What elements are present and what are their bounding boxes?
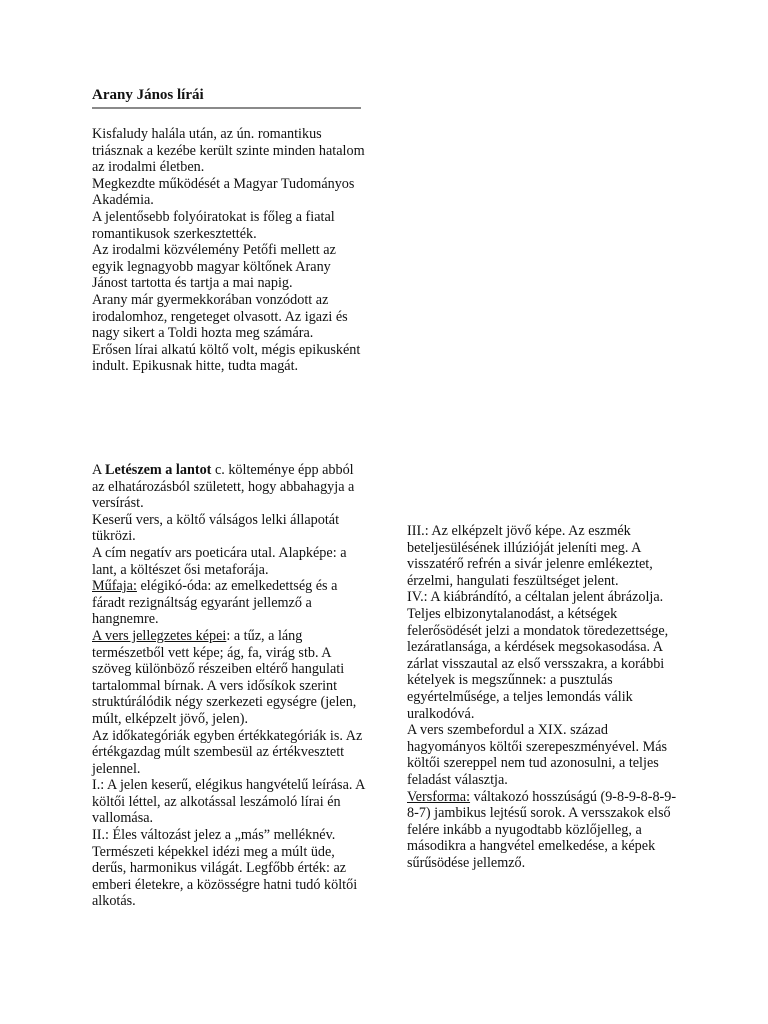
text-run: váltakozó hosszúságú (9-8-9-8-8-9-8-7) jambikus lejtésű sorok. A versszakok első felére inkább a nyugodtabb közlőjelleg, a másodikra a hangvétel emelkedése, a képek sűrűsödése jellemző. (407, 788, 677, 871)
intro-paragraph: Az irodalmi közvélemény Petőfi mellett az egyik legnagyobb magyar költőnek Arany Jánost tartotta és tartja a mai napig. (92, 242, 336, 292)
intro-paragraph: Arany már gyermekkorában vonzódott az irodalomhoz, rengeteget olvasott. Az igazi és nagy sikert a Toldi hozta meg számára. (92, 291, 348, 342)
poem-intro-paragraph (92, 462, 368, 512)
verse-form-paragraph (407, 789, 683, 872)
paragraph: Keserű vers, a költő válságos lelki állapotát tükrözi. (92, 511, 340, 545)
intro-paragraph: Kisfaludy halála után, az ún. romantikus triásznak a kezébe került szinte minden hatalom az irodalmi életben. (92, 126, 365, 176)
right-column (407, 523, 683, 871)
images-label: A vers jellegzetes képei (92, 627, 227, 644)
text-run: c. költeménye épp abból az elhatározásból született, hogy abbahagyja a versírást. (92, 462, 355, 512)
paragraph: I.: A jelen keserű, elégikus hangvételű leírása. A költői léttel, az alkotással leszámoló lírai én vallomása. (92, 777, 365, 827)
paragraph: III.: Az elképzelt jövő képe. Az eszmék beteljesülésének illúzióját jeleníti meg. A visszatérő refrén a sivár jelenre emlékeztet, érzelmi, hangulati feszültséget jelent. (407, 523, 653, 589)
poem-title: Letészem a lantot (105, 462, 212, 478)
text-run: elégikó-óda: az emelkedettség és a fáradt rezignáltság egyaránt jellemző a hangnemre. (92, 578, 338, 628)
paragraph: Az időkategóriák egyben értékkategóriák is. Az értékgazdag múlt szembesül az értékvesztett jelennel. (92, 727, 363, 777)
intro-paragraph: A jelentősebb folyóiratokat is főleg a fiatal romantikusok szerkesztették. (92, 208, 335, 242)
text-run: A (92, 462, 106, 478)
paragraph: IV.: A kiábrándító, a céltalan jelent ábrázolja. Teljes elbizonytalanodást, a kétségek felerősödését jelzi a mondatok töredezettsége, lezáratlansága, a kérdések megsokasodása. A zárlat visszautal az első versszakra, a korábbi kételyek is megszűnnek: a pusztulás egyértelműsége, a teljes lemondás válik uralkodóvá. (407, 589, 669, 722)
paragraph: A cím negatív ars poeticára utal. Alapképe: a lant, a költészet ősi metaforája. (92, 544, 347, 578)
paragraph: A vers szembefordul a XIX. század hagyományos költői szerepeszményével. Más költői szereppel nem tud azonosulni, a teljes feladást választja. (407, 722, 668, 788)
page-title: Arany János lírái (92, 87, 204, 103)
intro-paragraph: Megkezdte működését a Magyar Tudományos Akadémia. (92, 175, 355, 209)
genre-label: Műfaja: (92, 578, 137, 595)
title-underline-divider (92, 107, 361, 109)
paragraph: II.: Éles változást jelez a „más” melléknév. Természeti képekkel idézi meg a múlt üde, derűs, harmonikus világát. Legfőbb érték: az emberi életekre, a közösségre hatni tudó költői alkotás. (92, 827, 358, 910)
left-column (92, 462, 368, 910)
text-run: : a tűz, a láng természetből vett képe; ág, fa, virág stb. A szöveg különböző részeiben eltérő hangulati tartalommal bírnak. A vers idősíkok szerint struktúrálódik négy szerkezeti egységre (jelen, múlt, elképzelt jövő, jelen). (92, 627, 357, 727)
intro-paragraph: Erősen lírai alkatú költő volt, mégis epikusként indult. Epikusnak hitte, tudta magát. (92, 341, 361, 375)
verse-form-label: Versforma: (407, 788, 471, 805)
images-paragraph (92, 628, 368, 728)
intro-section (92, 126, 367, 375)
genre-paragraph (92, 578, 368, 628)
